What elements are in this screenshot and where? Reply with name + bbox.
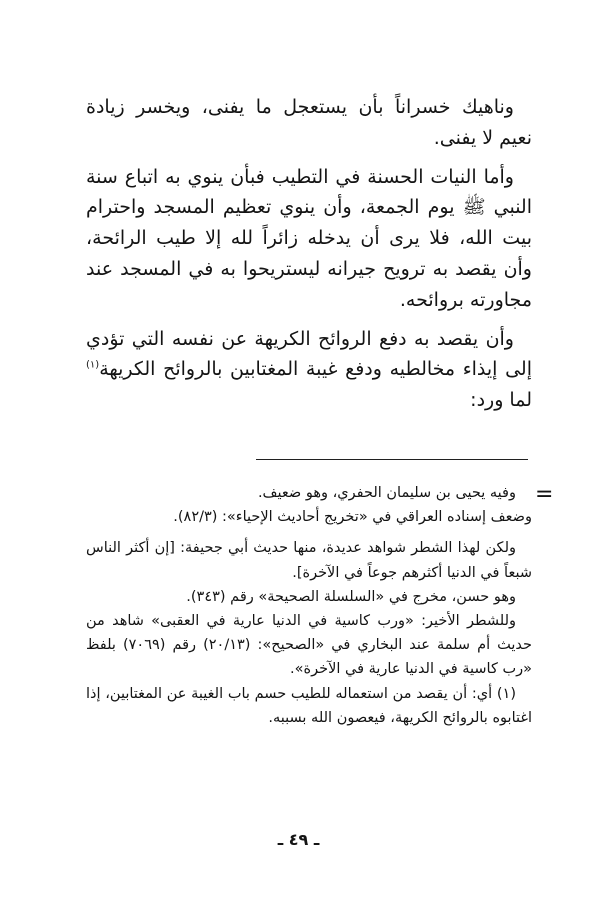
paragraph-2: وأما النيات الحسنة في التطيب فبأن ينوي به اتباع سنة النبي ﷺ يوم الجمعة، وأن ينوي تعظيم المسجد واحترام بيت الله، فلا يرى أن يدخله زائراً لله إلا طيب الرائحة، وأن يقصد به ترويح جيرانه ليستريحوا به في المسجد عند مجاورته بروائحه. bbox=[86, 165, 532, 311]
footnote-continuation-mark: = bbox=[535, 482, 554, 507]
footnote-separator bbox=[256, 459, 528, 460]
footnote-line-5: وللشطر الأخير: «ورب كاسية في الدنيا عارية في العقبى» شاهد من حديث أم سلمة عند البخاري في «الصحيح»: (٢٠/١٣) رقم (٧٠٦٩) بلفظ «رب كاسية في الدنيا عارية في الآخرة». bbox=[86, 613, 532, 678]
footnote-line-2: وضعف إسناده العراقي في «تخريج أحاديث الإحياء»: (٨٢/٣). bbox=[173, 509, 532, 526]
footnote-line-3: ولكن لهذا الشطر شواهد عديدة، منها حديث أبي جحيفة: [إن أكثر الناس شبعاً في الدنيا أكثرهم جوعاً في الآخرة]. bbox=[86, 540, 532, 581]
page-number: ـ ٤٩ ـ bbox=[277, 830, 320, 849]
main-text bbox=[86, 92, 532, 416]
footnote-reference-1: (١) bbox=[86, 360, 100, 372]
paragraph-3-text: وأن يقصد به دفع الروائح الكريهة عن نفسه التي تؤدي إلى إيذاء مخالطيه ودفع غيبة المغتابين بالروائح الكريهة bbox=[86, 327, 532, 381]
footnote-line-1: وفيه يحيى بن سليمان الحفري، وهو ضعيف. bbox=[257, 485, 516, 501]
paragraph-3-tail: لما ورد: bbox=[470, 389, 532, 412]
footnotes bbox=[86, 481, 532, 730]
footnote-1: (١) أي: أن يقصد من استعماله للطيب حسم باب الغيبة عن المغتابين، إذا اغتابوه بالروائح الكريهة، فيعصون الله بسببه. bbox=[86, 685, 532, 726]
footnote-line-4: وهو حسن، مخرج في «السلسلة الصحيحة» رقم (٣٤٣). bbox=[186, 588, 516, 605]
paragraph-1: وناهيك خسراناً بأن يستعجل ما يفنى، ويخسر زيادة نعيم لا يفنى. bbox=[86, 96, 532, 149]
paragraph-3 bbox=[86, 324, 532, 416]
